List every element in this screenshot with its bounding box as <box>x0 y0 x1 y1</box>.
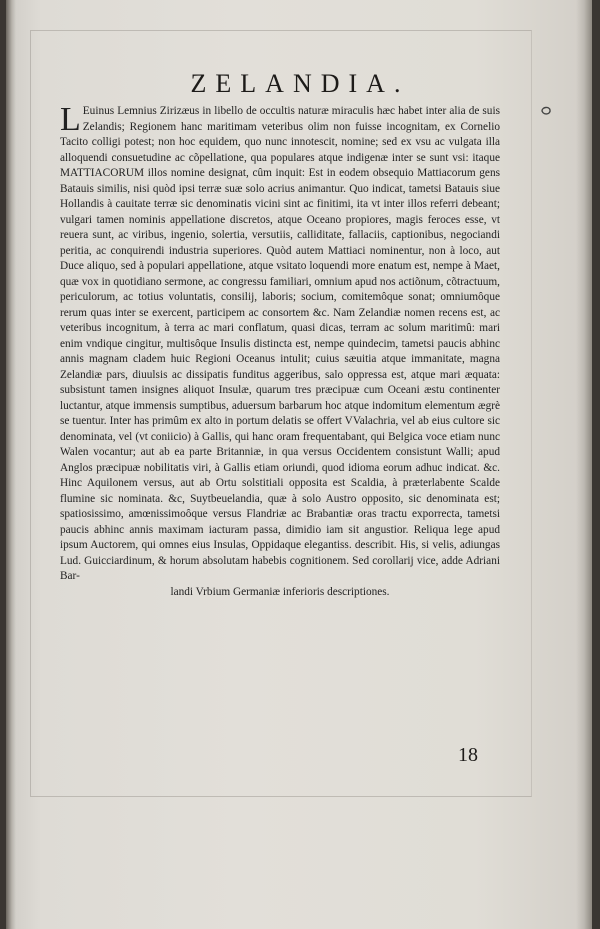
binding-shadow <box>6 0 16 929</box>
drop-initial: L <box>60 101 81 138</box>
body-paragraph: Euinus Lemnius Zirizæus in libello de occultis naturæ miraculis hæc habet inter alia de suis Zelandis; Regionem hanc maritimam veteribus olim non fuisse incognitam, ex Cornelio Tacito colligi potest; non hoc equidem, quo nunc innotescit, nomine; sed ex vsu ac vulgata illa alloquendi consuetudine ac cõpellatione, qua populares atque indigenæ inter se sunt vsi: itaque MATTIACORUM illos nomine designat, cûm inquit: Est in eodem obsequio Mattiacorum gens Batauis similis, nisi quòd ipsi terræ suæ solo acrius animantur. Quo indicat, tametsi Batauis siue Hollandis à cauitate terræ sic denominatis vicini sint ac finitimi, ita vt inter illos referri debeant; vulgari tamen nominis appellatione discretos, atque Oceano propiores, magis feroces esse, vt reuera sunt, ac viribus, ingenio, solertia, versutiis, calliditate, fallaciis, captionibus, negociandi peritia, ac conquirendi industria superiores. Quòd autem Mattiaci nominentur, non à loco, aut Duce aliquo, sed à populari appellatione, atque vsitato loquendi more enatum est, nempe à Maet, quæ vox in quotidiano sermone, ac congressu familiari, omnium apud nos actiõnum, cõtractuum, periculorum, ac totius voluntatis, consilij, laboris; socium, comitemôque sonat; omniumôque rerum quas inter se exercent, participem ac consortem &c. Nam Zelandiæ nomen recens est, ac veteribus incognitum, à terra ac mari conflatum, quasi dicas, terram ac solum maritimû: mari enim vndique cingitur, multisôque Insulis distincta est, nempe quindecim, tametsi paucis abhinc annis magnam cladem huic Regioni Oceanus intulit; cuius sæuitia atque immanitate, magna Zelandiæ pars, diuulsis ac dissipatis funditus aggeribus, salo oppressa est, atque mari æquata: subsistunt tamen insignes aliquot Insulæ, quarum tres præcipuæ cum Oceani æstu continenter luctantur, atque immensis sumptibus, aduersum barbarum hoc atque indomitum elementum ægrè se tuentur. Inter has primûm ex alto in portum delatis se offert VValachria, vel ab eius cultore sic denominata, vel (vt coniicio) à Gallis, qui hanc oram frequentabant, qui Belgica voce etiam nunc Walen vocantur; aut ab ea parte Britanniæ, in qua versus Occidentem consistunt Walli; apud Anglos præcipuæ nobilitatis viri, à Gallis etiam oriundi, quod idioma eorum adhuc indicat. &c. Hinc Aquilonem versus, aut ab Ortu solstitiali opposita est Scaldia, à præterlabente Scalde flumine sic nominata. &c, Suytbeuelandia, quæ à solo Austro opposito, sic denominata est; spatiosissimo, amœnissimoôque versus Flandriæ ac Brabantiæ oras tractu exporrecta, tametsi paucis abhinc annis maximam iacturam passa, dimidio iam sit angustior. Reliqua lege apud ipsum Auctorem, qui omnes eius Insulas, Oppidaque elegantiss. describit. His, si velis, adiungas Lud. Guicciardinum, & horum absolutam habebis cognitionem. Sed corollarij vice, adde Adriani Bar- <box>60 105 500 582</box>
closing-line: landi Vrbium Germaniæ inferioris descriptiones. <box>170 585 390 598</box>
page-title: ZELANDIA. <box>190 69 410 99</box>
ink-blot-icon <box>540 106 552 116</box>
page-number: 18 <box>458 744 478 766</box>
body-text <box>60 101 500 600</box>
page-edge <box>576 0 592 929</box>
